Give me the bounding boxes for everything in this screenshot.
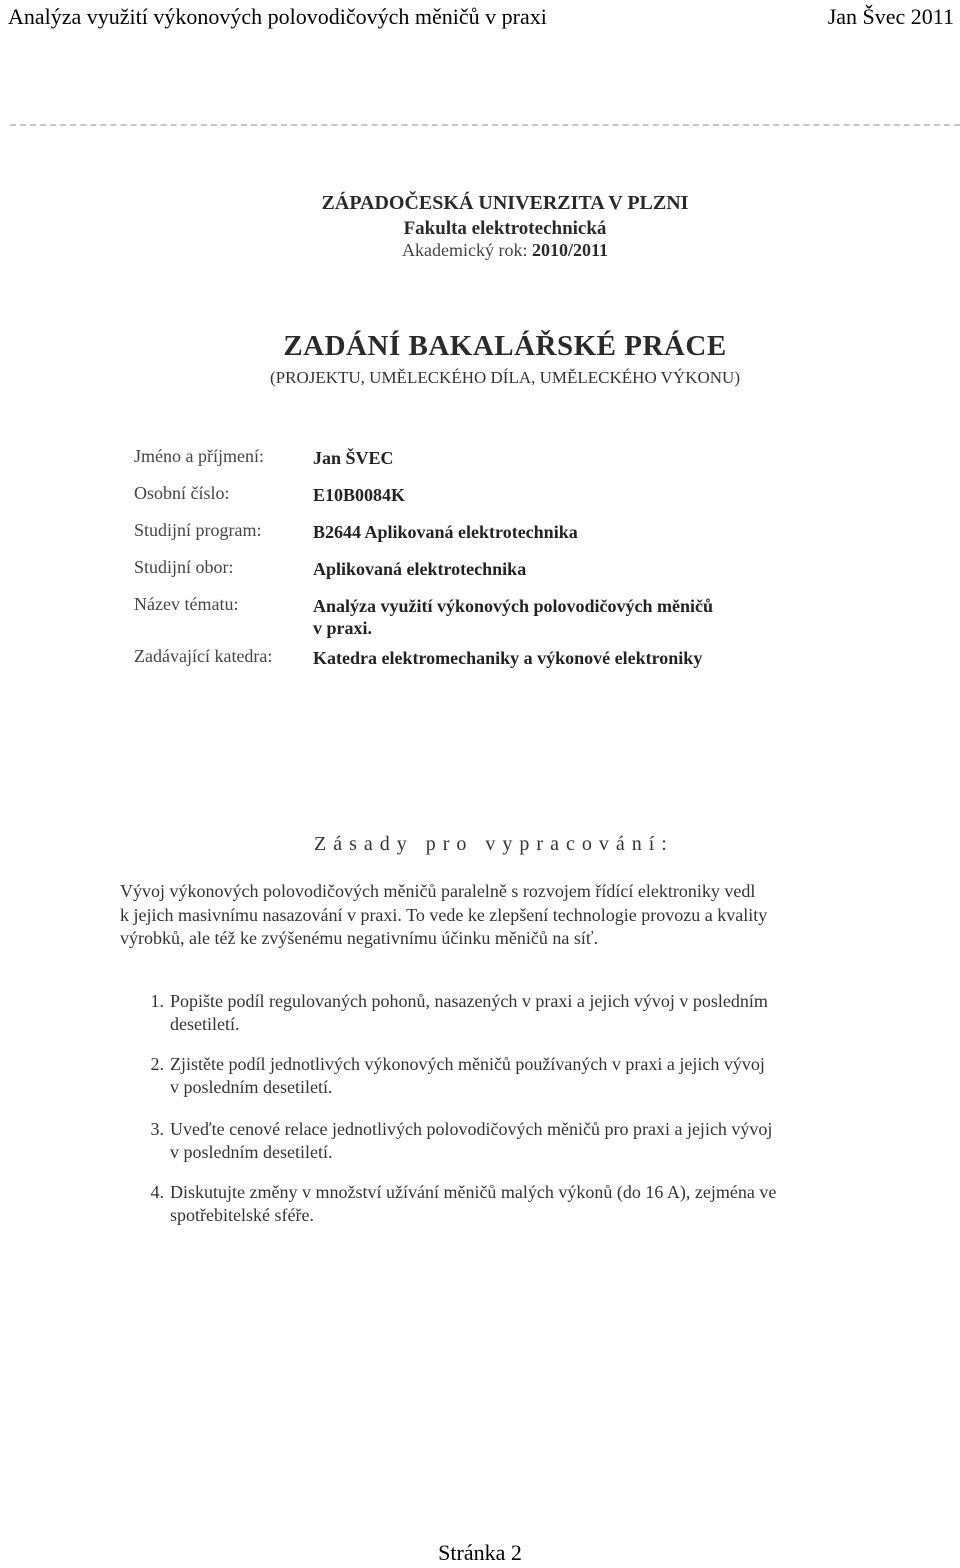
header-author-year: Jan Švec 2011 xyxy=(827,4,954,29)
info-label: Studijní program: xyxy=(134,520,262,540)
header-document-title: Analýza využití výkonových polovodičových měničů v praxi xyxy=(8,4,547,29)
academic-year-value: 2010/2011 xyxy=(531,240,608,260)
academic-year-label: Akademický rok: xyxy=(402,240,528,260)
info-value: Jan ŠVEC xyxy=(313,448,394,468)
info-label: Osobní číslo: xyxy=(134,483,230,503)
scan-divider xyxy=(10,124,960,126)
document-title: ZADÁNÍ BAKALÁŘSKÉ PRÁCE xyxy=(283,330,727,362)
info-value: Katedra elektromechaniky a výkonové elektroniky xyxy=(313,648,703,668)
university-name: ZÁPADOČESKÁ UNIVERZITA V PLZNI xyxy=(321,192,689,214)
info-label: Zadávající katedra: xyxy=(134,646,273,666)
academic-year xyxy=(0,240,960,261)
faculty-name: Fakulta elektrotechnická xyxy=(403,218,607,239)
info-label: Studijní obor: xyxy=(134,557,234,577)
document-subtitle: (PROJEKTU, UMĚLECKÉHO DÍLA, UMĚLECKÉHO VÝKONU) xyxy=(270,368,740,387)
info-value: Aplikovaná elektrotechnika xyxy=(313,559,527,579)
task-text: Zjistěte podíl jednotlivých výkonových měničů používaných v praxi a jejich vývoj xyxy=(170,1054,765,1074)
page-number: Stránka 2 xyxy=(438,1540,522,1565)
task-number: 3. xyxy=(150,1119,164,1139)
info-value-continued: v praxi. xyxy=(313,618,373,638)
info-label: Název tématu: xyxy=(134,594,239,614)
task-number: 2. xyxy=(150,1054,164,1074)
task-text: Diskutujte změny v množství užívání měničů malých výkonů (do 16 A), zejména ve xyxy=(170,1182,777,1202)
task-number: 4. xyxy=(150,1182,164,1202)
task-text: Popište podíl regulovaných pohonů, nasazených v praxi a jejich vývoj v posledním xyxy=(170,991,768,1011)
info-value: E10B0084K xyxy=(313,485,406,505)
intro-line: výrobků, ale též ke zvýšenému negativnímu účinku měničů na síť. xyxy=(120,928,599,948)
intro-paragraph xyxy=(120,880,860,951)
principles-heading: Zásady pro vypracování: xyxy=(314,833,674,855)
task-text: Uveďte cenové relace jednotlivých polovodičových měničů pro praxi a jejich vývoj xyxy=(170,1119,773,1139)
info-value: B2644 Aplikovaná elektrotechnika xyxy=(313,522,578,542)
task-number: 1. xyxy=(150,991,164,1011)
task-text-continued: desetiletí. xyxy=(170,1014,240,1034)
task-text-continued: v posledním desetiletí. xyxy=(170,1077,333,1097)
task-text-continued: v posledním desetiletí. xyxy=(170,1142,333,1162)
info-value: Analýza využití výkonových polovodičových měničů xyxy=(313,596,714,616)
info-label: Jméno a příjmení: xyxy=(134,446,264,466)
intro-line: k jejich masivnímu nasazování v praxi. To vede ke zlepšení technologie provozu a kvality xyxy=(120,904,768,925)
task-text-continued: spotřebitelské sféře. xyxy=(170,1205,314,1225)
intro-line: Vývoj výkonových polovodičových měničů paralelně s rozvojem řídící elektroniky vedl xyxy=(120,881,756,901)
